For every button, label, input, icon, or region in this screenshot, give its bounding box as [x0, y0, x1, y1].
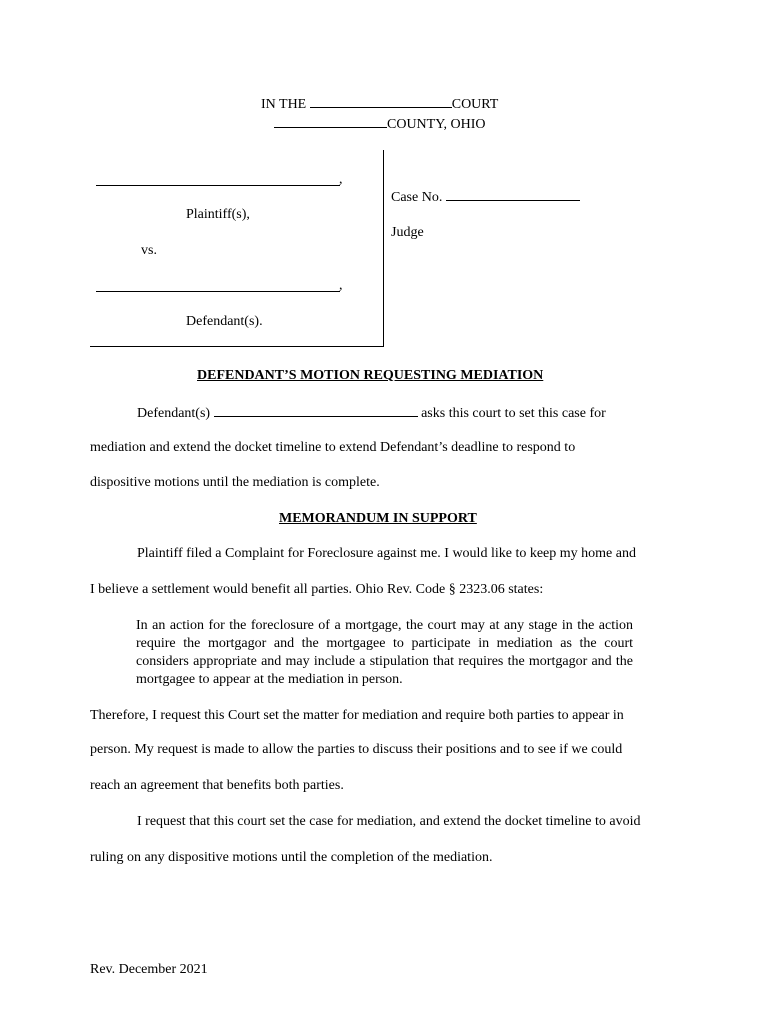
plaintiff-name-line[interactable] — [96, 185, 340, 186]
caption-divider-vertical — [383, 150, 384, 347]
plaintiff-label: Plaintiff(s), — [186, 207, 250, 222]
defendant-label: Defendant(s). — [186, 314, 263, 329]
motion-para1-line3: dispositive motions until the mediation is complete. — [90, 475, 380, 490]
defendant-name-line[interactable] — [96, 291, 340, 292]
court-header-line1 — [261, 95, 498, 113]
motion-para1-tail: asks this court to set this case for — [421, 406, 606, 421]
statute-quote: In an action for the foreclosure of a mortgage, the court may at any stage in the action require the mortgagor and the mortgagee to participate in mediation as the court considers appropriate and may include a stipulation that requires the mortgagor and the mortgagee to appear at the mediation in person. — [136, 618, 633, 687]
court-text: COURT — [451, 97, 499, 112]
motion-para1-line2: mediation and extend the docket timeline to extend Defendant’s deadline to respond to — [90, 440, 576, 455]
memo-para1-line1: Plaintiff filed a Complaint for Foreclosure against me. I would like to keep my home and — [137, 546, 636, 561]
memo-para3-line2: ruling on any dispositive motions until the completion of the mediation. — [90, 850, 493, 865]
memo-para1-line2: I believe a settlement would benefit all parties. Ohio Rev. Code § 2323.06 states: — [90, 582, 544, 597]
memo-para2-line2: person. My request is made to allow the parties to discuss their positions and to see if we could — [90, 742, 623, 757]
motion-title: DEFENDANT’S MOTION REQUESTING MEDIATION — [197, 368, 544, 383]
county-name-blank[interactable] — [274, 115, 387, 128]
motion-para1-line1 — [137, 404, 606, 422]
vs-text: vs. — [141, 243, 157, 258]
defendant-name-blank[interactable] — [214, 404, 418, 417]
memo-para2-line3: reach an agreement that benefits both parties. — [90, 778, 344, 793]
case-number-blank[interactable] — [446, 188, 580, 201]
revision-footer: Rev. December 2021 — [90, 962, 208, 977]
plaintiff-comma: , — [339, 172, 343, 187]
case-no-label: Case No. — [391, 190, 443, 205]
county-ohio-text: COUNTY, OHIO — [387, 117, 486, 132]
caption-divider-horizontal — [90, 346, 384, 347]
memo-para3-line1: I request that this court set the case for mediation, and extend the docket timeline to avoid — [137, 814, 641, 829]
defendant-comma: , — [339, 278, 343, 293]
judge-label: Judge — [391, 225, 424, 240]
defendant-lead-text: Defendant(s) — [137, 406, 211, 421]
court-header-line2 — [274, 115, 486, 133]
court-name-blank[interactable] — [310, 95, 452, 108]
memorandum-title: MEMORANDUM IN SUPPORT — [279, 511, 477, 526]
memo-para2-line1: Therefore, I request this Court set the matter for mediation and require both parties to appear in — [90, 708, 624, 723]
case-number-row — [391, 188, 580, 206]
in-the-text: IN THE — [261, 97, 307, 112]
